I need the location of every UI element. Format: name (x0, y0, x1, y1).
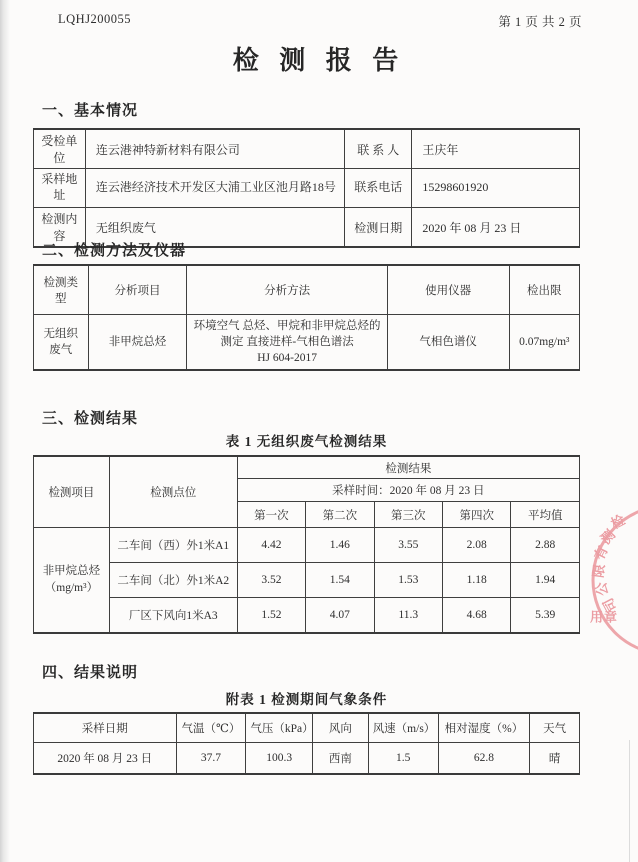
cell-value: 62.8 (438, 743, 530, 775)
table-row (34, 528, 580, 563)
method-line: 环境空气 总烃、甲烷和非甲烷总烃的 (193, 319, 381, 332)
scan-edge-right (629, 740, 630, 862)
header-cell-group: 检测结果 (237, 456, 579, 479)
cell-type: 无组织废气 (34, 315, 89, 371)
cell-value: 1.53 (374, 563, 442, 598)
header-cell: 风速（m/s） (368, 713, 438, 743)
cell-value: 5.39 (511, 598, 580, 634)
stamp-bottom-text: 用章 (589, 609, 619, 625)
header-cell: 检测类型 (34, 265, 89, 315)
cell-value: 1.54 (306, 563, 374, 598)
cell-value: 1.94 (511, 563, 580, 598)
stamp-arc-char: 检 (608, 512, 628, 532)
cell-value: 无组织废气 (85, 208, 344, 248)
header-cell: 气压（kPa） (246, 713, 313, 743)
cell-point: 二车间（北）外1米A2 (109, 563, 237, 598)
page-indicator: 第 1 页 共 2 页 (498, 15, 582, 29)
cell-value: 2.08 (443, 528, 511, 563)
stamp-arc-char: 司 (600, 595, 620, 615)
cell-value: 100.3 (246, 743, 313, 775)
section-heading-results: 三、检测结果 (42, 411, 139, 427)
table-row (34, 598, 580, 634)
cell-label: 联 系 人 (345, 129, 412, 169)
cell-value: 1.52 (237, 598, 305, 634)
header-cell-run: 第二次 (306, 502, 374, 528)
table-row (34, 563, 580, 598)
stamp-arc-char: 公 (593, 581, 611, 597)
cell-value: 3.55 (374, 528, 442, 563)
basic-info-table (33, 128, 580, 248)
cell-value: 2020 年 08 月 23 日 (412, 208, 580, 248)
cell-value: 4.42 (237, 528, 305, 563)
cell-value: 1.18 (443, 563, 511, 598)
header-cell-run: 第一次 (237, 502, 305, 528)
cell-value: 王庆年 (412, 129, 580, 169)
cell-value: 西南 (313, 743, 369, 775)
cell-instrument: 气相色谱仪 (387, 315, 509, 371)
header-cell-point: 检测点位 (109, 456, 237, 528)
table-row (34, 315, 580, 371)
table-header-row (34, 456, 580, 479)
cell-limit: 0.07mg/m³ (509, 315, 579, 371)
header-cell-item: 检测项目 (34, 456, 110, 528)
results-table-caption: 表 1 无组织废气检测结果 (225, 434, 388, 449)
header-cell-run: 平均值 (511, 502, 580, 528)
cell-value: 4.68 (443, 598, 511, 634)
cell-value: 1.5 (368, 743, 438, 775)
cell-label: 采样地址 (34, 169, 86, 208)
section-heading-conclusion: 四、结果说明 (42, 665, 139, 681)
cell-value: 15298601920 (412, 169, 580, 208)
cell-point: 厂区下风向1米A3 (109, 598, 237, 634)
method-line: 测定 直接进样-气相色谱法 (220, 335, 354, 348)
cell-value: 11.3 (374, 598, 442, 634)
scan-edge-left (0, 0, 10, 862)
cell-label: 检测内容 (34, 208, 86, 248)
section-heading-basic-info: 一、基本情况 (42, 103, 139, 119)
header-cell: 风向 (313, 713, 369, 743)
header-cell: 天气 (530, 713, 580, 743)
table-row (34, 169, 580, 208)
company-seal-stamp (560, 495, 638, 665)
stamp-arc-char: 有 (591, 543, 611, 563)
cell-value: 3.52 (237, 563, 305, 598)
header-cell-run: 第四次 (443, 502, 511, 528)
header-cell: 相对湿度（%） (438, 713, 530, 743)
cell-value: 2020 年 08 月 23 日 (34, 743, 177, 775)
section-heading-method: 二、检测方法及仪器 (42, 243, 187, 259)
header-cell-sample-time: 采样时间：2020 年 08 月 23 日 (237, 479, 579, 502)
cell-value: 1.46 (306, 528, 374, 563)
cell-value: 晴 (530, 743, 580, 775)
header-cell: 使用仪器 (387, 265, 509, 315)
cell-label: 受检单位 (34, 129, 86, 169)
header-cell: 采样日期 (34, 713, 177, 743)
weather-table (33, 712, 580, 775)
table-row (34, 129, 580, 169)
table-row (34, 743, 580, 775)
table-header-row (34, 265, 580, 315)
header-cell: 分析项目 (88, 265, 187, 315)
weather-table-caption: 附表 1 检测期间气象条件 (225, 692, 388, 707)
cell-label: 检测日期 (345, 208, 412, 248)
cell-value: 2.88 (511, 528, 580, 563)
cell-value: 37.7 (176, 743, 246, 775)
results-table (33, 455, 580, 634)
header-cell: 分析方法 (187, 265, 387, 315)
header-cell: 气温（℃） (176, 713, 246, 743)
method-table (33, 264, 580, 371)
cell-label: 联系电话 (345, 169, 412, 208)
header-cell-run: 第三次 (374, 502, 442, 528)
cell-item-label (34, 528, 110, 634)
cell-method (187, 315, 387, 371)
item-unit: （mg/m³） (44, 582, 99, 594)
cell-value: 连云港神特新材料有限公司 (85, 129, 344, 169)
method-line: HJ 604-2017 (257, 352, 317, 365)
item-name: 非甲烷总烃 (42, 564, 101, 577)
cell-point: 二车间（西）外1米A1 (109, 528, 237, 563)
doc-number: LQHJ200055 (58, 12, 132, 26)
report-title: 检 测 报 告 (232, 46, 406, 75)
cell-item: 非甲烷总烃 (88, 315, 187, 371)
cell-value: 4.07 (306, 598, 374, 634)
table-header-row (34, 713, 580, 743)
stamp-arc-char: 测 (597, 526, 619, 548)
header-cell: 检出限 (509, 265, 579, 315)
doc-header (58, 12, 582, 30)
stamp-arc-char: 限 (590, 563, 608, 579)
cell-value: 连云港经济技术开发区大浦工业区池月路18号 (85, 169, 344, 208)
